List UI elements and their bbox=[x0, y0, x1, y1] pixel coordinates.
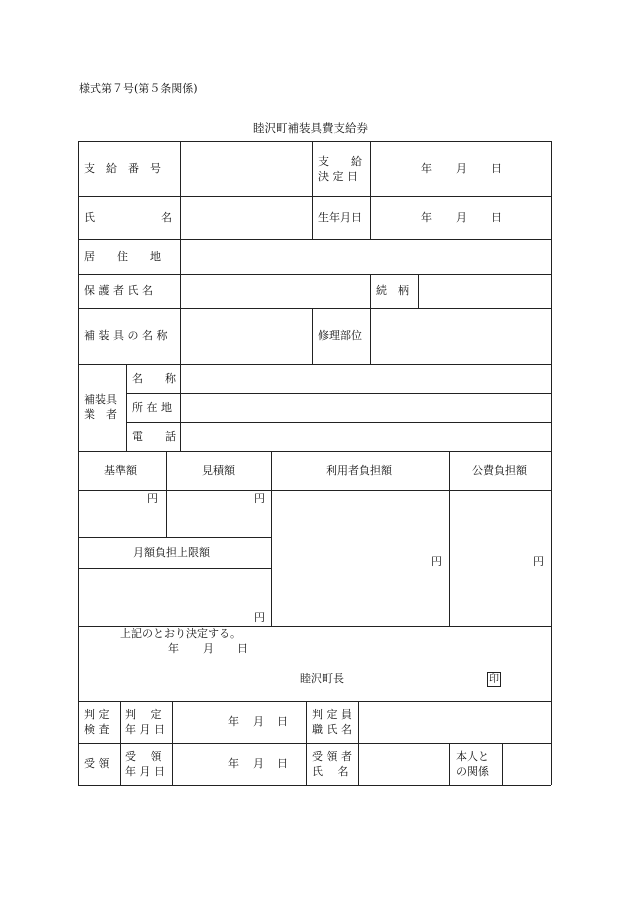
decision-text: 上記のとおり決定する。 bbox=[120, 627, 241, 640]
mayor-label: 睦沢町長 bbox=[300, 672, 344, 685]
label-mitsumori: 見積額 bbox=[202, 464, 235, 477]
hantei-day: 日 bbox=[277, 715, 288, 728]
birth-month-label: 月 bbox=[456, 211, 467, 224]
label-shuri-bui: 修理部位 bbox=[318, 329, 362, 342]
label-hantei-kensa-1: 判 定 bbox=[84, 708, 110, 721]
label-juryosha-2: 氏 名 bbox=[312, 765, 349, 778]
label-shikyu-kettei-2: 決 定 日 bbox=[318, 170, 358, 183]
label-hantei-date-1: 判 定 bbox=[125, 708, 162, 721]
birth-year-label: 年 bbox=[421, 211, 432, 224]
label-hanteiin-1: 判 定 員 bbox=[312, 708, 352, 721]
date-year-label: 年 bbox=[421, 162, 432, 175]
label-kyojuchi: 居 住 地 bbox=[84, 250, 161, 263]
hantei-month: 月 bbox=[253, 715, 264, 728]
label-juryo-date-2: 年 月 日 bbox=[125, 765, 165, 778]
label-relation-2: の関係 bbox=[456, 765, 489, 778]
juryo-month: 月 bbox=[253, 757, 264, 770]
label-gyosha-address: 所 在 地 bbox=[132, 401, 172, 414]
decision-year: 年 bbox=[168, 642, 179, 655]
juryo-day: 日 bbox=[277, 757, 288, 770]
label-zokugara: 続 柄 bbox=[376, 284, 409, 297]
seal-mark: 印 bbox=[489, 674, 499, 685]
label-hanteiin-2: 職 氏 名 bbox=[312, 723, 352, 736]
decision-month: 月 bbox=[203, 642, 214, 655]
label-hogosha-shimei: 保 護 者 氏 名 bbox=[84, 284, 153, 297]
label-shimei: 氏 名 bbox=[84, 211, 172, 224]
mitsumori-yen-unit: 円 bbox=[254, 492, 265, 505]
form-number: 様式第７号(第５条関係) bbox=[79, 82, 198, 95]
label-shikyu-kettei-1: 支 給 bbox=[318, 155, 362, 168]
label-riyosha-futan: 利用者負担額 bbox=[326, 464, 392, 477]
jogen-yen-unit: 円 bbox=[254, 611, 265, 624]
birth-day-label: 日 bbox=[491, 211, 502, 224]
label-gyosha-2: 業 者 bbox=[84, 408, 117, 421]
date-month-label: 月 bbox=[456, 162, 467, 175]
label-hantei-kensa-2: 検 査 bbox=[84, 723, 110, 736]
hantei-year: 年 bbox=[228, 715, 239, 728]
label-gyosha-phone: 電 話 bbox=[132, 430, 176, 443]
label-hosogu-meisho: 補 装 具 の 名 称 bbox=[84, 329, 168, 342]
label-juryo: 受 領 bbox=[84, 757, 110, 770]
label-hantei-date-2: 年 月 日 bbox=[125, 723, 165, 736]
riyosha-yen-unit: 円 bbox=[431, 555, 442, 568]
label-gyosha-1: 補装具 bbox=[84, 393, 117, 406]
kijun-yen-unit: 円 bbox=[147, 492, 158, 505]
label-kohi-futan: 公費負担額 bbox=[472, 464, 527, 477]
juryo-year: 年 bbox=[228, 757, 239, 770]
label-seinengappi: 生年月日 bbox=[318, 211, 362, 224]
label-juryo-date-1: 受 領 bbox=[125, 750, 162, 763]
label-getsugaku-futan-jogen: 月額負担上限額 bbox=[133, 546, 210, 559]
date-day-label: 日 bbox=[491, 162, 502, 175]
page-title: 睦沢町補装具費支給券 bbox=[253, 121, 368, 135]
kohi-yen-unit: 円 bbox=[533, 555, 544, 568]
decision-day: 日 bbox=[237, 642, 248, 655]
label-juryosha-1: 受 領 者 bbox=[312, 750, 352, 763]
label-relation-1: 本人と bbox=[456, 750, 489, 763]
label-gyosha-name: 名 称 bbox=[132, 372, 176, 385]
label-kijun: 基準額 bbox=[104, 464, 137, 477]
label-shikyu-bango: 支 給 番 号 bbox=[84, 162, 161, 175]
